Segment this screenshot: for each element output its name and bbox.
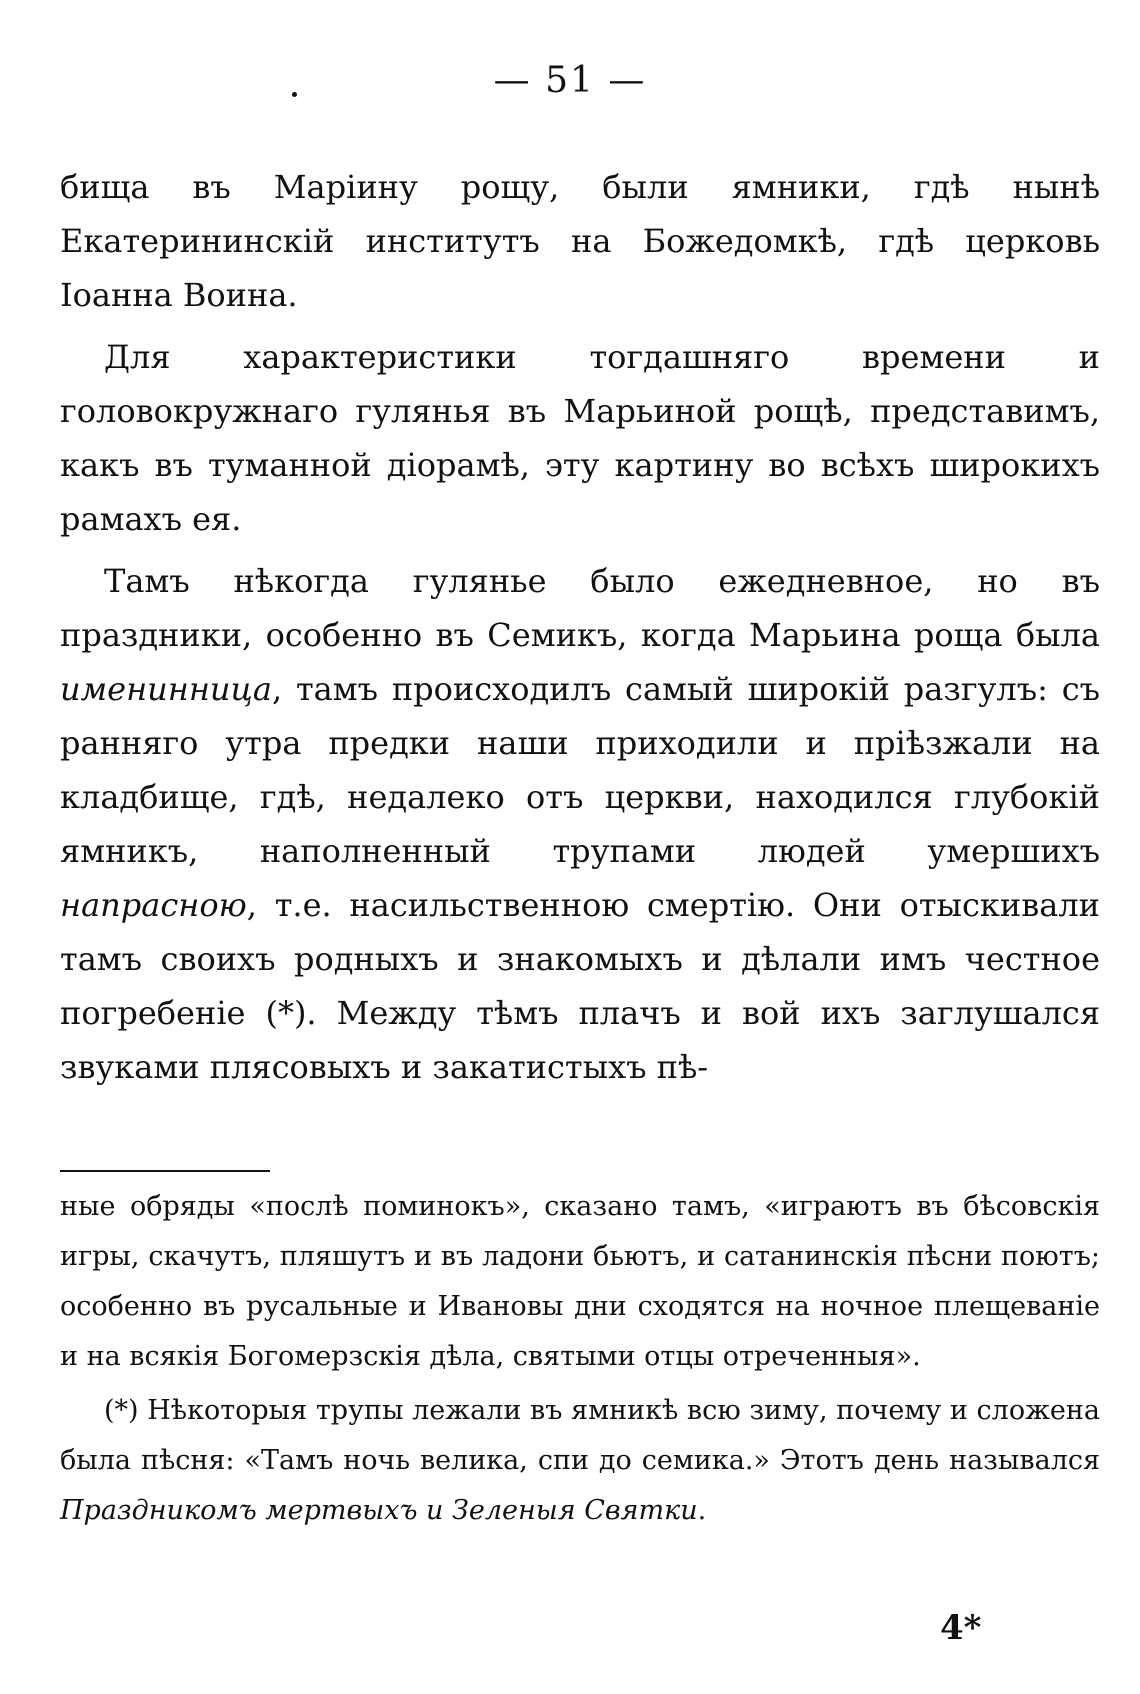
footnote-rule	[60, 1170, 270, 1172]
signature-mark: 4*	[940, 1608, 982, 1648]
footnotes	[60, 1182, 1100, 1540]
paragraph-3-part-a: Тамъ нѣкогда гулянье было ежедневное, но въ праздники, особенно въ Семикъ, когда Марьина роща была	[60, 562, 1100, 654]
paragraph-3-part-b: , тамъ происходилъ самый широкій разгулъ: съ ранняго утра предки наши приходили и пріѣзжали на кладбище, гдѣ, недалеко отъ церкви, находился глубокій ямникъ, наполненный трупами людей умершихъ	[60, 670, 1100, 870]
footnote-2-part-b: .	[697, 1495, 707, 1526]
paragraph-2: Для характеристики тогдашняго времени и головокружнаго гулянья въ Марьиной рощѣ, представимъ, какъ въ туманной діорамѣ, эту картину во всѣхъ широкихъ рамахъ ея.	[60, 338, 1100, 538]
paragraph-3-part-c: , т.е. насильственною смертію. Они отыскивали тамъ своихъ родныхъ и знакомыхъ и дѣлали имъ честное погребеніе (*). Между тѣмъ плачъ и вой ихъ заглушался звуками плясовыхъ и закатистыхъ пѣ-	[60, 886, 1100, 1086]
footnote-2	[60, 1386, 1100, 1536]
footnote-1: ные обряды «послѣ поминокъ», сказано тамъ, «играютъ въ бѣсовскія игры, скачутъ, пляшутъ и въ ладони бьютъ, и сатанинскія пѣсни поютъ; особенно въ русальные и Ивановы дни сходятся на ночное плещеваніе и на всякія Богомерзскія дѣла, святыми отцы отреченныя».	[60, 1191, 1100, 1372]
emphasis-imeninnitsa: именинница	[60, 670, 272, 708]
paragraph-3	[60, 554, 1100, 1094]
footnote-2-emphasis: Праздникомъ мертвыхъ и Зеленыя Святки	[60, 1495, 698, 1526]
paragraph-1: бища въ Маріину рощу, были ямники, гдѣ нынѣ Екатерининскій институтъ на Божедомкѣ, гдѣ церковь Іоанна Воина.	[60, 168, 1100, 314]
main-text	[60, 160, 1100, 1102]
stray-dot	[292, 92, 297, 97]
footnote-2-part-a: (*) Нѣкоторыя трупы лежали въ ямникѣ всю зиму, почему и сложена была пѣсня: «Тамъ ночь велика, спи до семика.» Этотъ день назывался	[60, 1395, 1100, 1476]
emphasis-naprasnoyu: напрасною	[60, 886, 247, 924]
page-number: — 51 —	[493, 60, 647, 101]
